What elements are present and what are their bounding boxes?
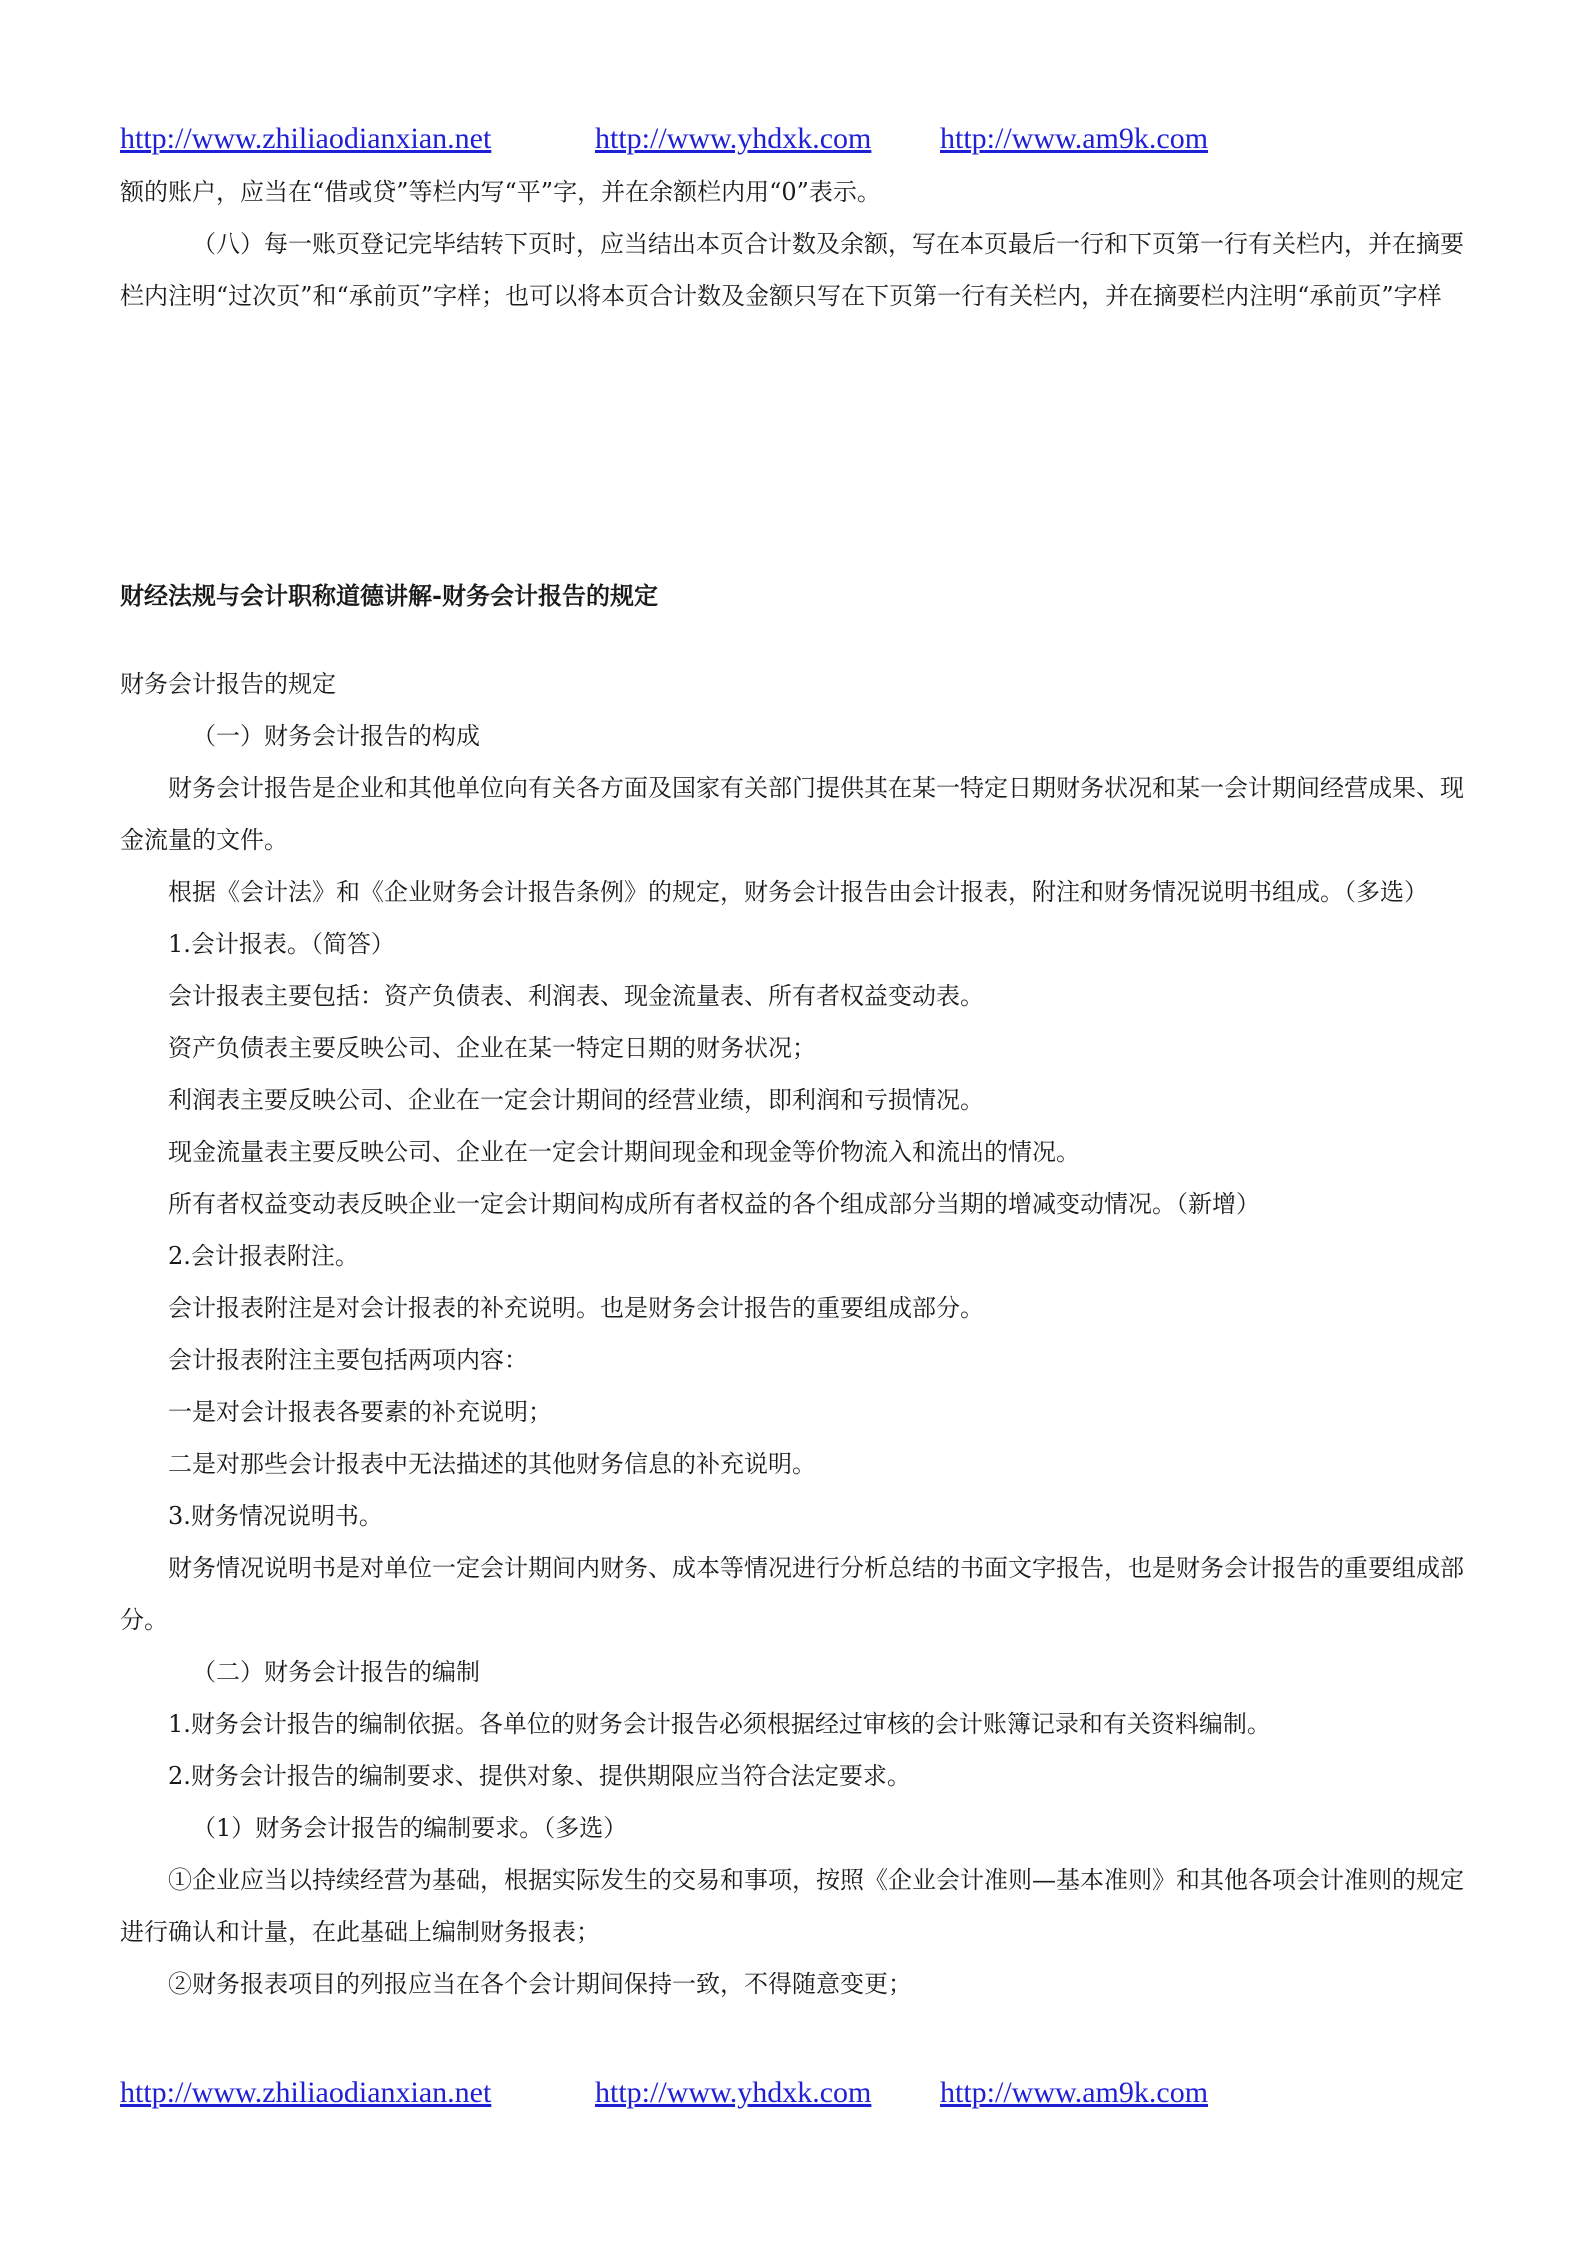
section-two-subpoint-1: （1）财务会计报告的编制要求。（多选） — [192, 1814, 628, 1842]
item-2-line-c: 一是对会计报表各要素的补充说明； — [168, 1398, 552, 1426]
continuation-line: 额的账户，应当在“借或贷”等栏内写“平”字，并在余额栏内用“0”表示。 — [120, 178, 881, 206]
item-1-line-e: 所有者权益变动表反映企业一定会计期间构成所有者权益的各个组成部分当期的增减变动情况。（新增） — [168, 1190, 1260, 1218]
requirement-1: ①企业应当以持续经营为基础，根据实际发生的交易和事项，按照《企业会计准则—基本准则》和其他各项会计准则的规定进行确认和计量，在此基础上编制财务报表； — [120, 1866, 1464, 1946]
article-subtitle: 财务会计报告的规定 — [120, 670, 336, 698]
item-1-line-b: 资产负债表主要反映公司、企业在某一特定日期的财务状况； — [168, 1034, 816, 1062]
article-body — [120, 658, 1480, 2010]
header-link-am9k[interactable]: http://www.am9k.com — [940, 122, 1209, 155]
footer-link-zhiliaodianxian[interactable]: http://www.zhiliaodianxian.net — [120, 2076, 492, 2109]
section-two-heading: （二）财务会计报告的编制 — [192, 1658, 480, 1686]
section-one-paragraph-2: 根据《会计法》和《企业财务会计报告条例》的规定，财务会计报告由会计报表，附注和财务情况说明书组成。（多选） — [168, 878, 1428, 906]
section-one-heading: （一）财务会计报告的构成 — [192, 722, 480, 750]
header-link-yhdxk[interactable]: http://www.yhdxk.com — [595, 122, 872, 155]
top-section — [120, 166, 1480, 322]
footer-link-am9k[interactable]: http://www.am9k.com — [940, 2076, 1209, 2109]
section-two-point-2: 2.财务会计报告的编制要求、提供对象、提供期限应当符合法定要求。 — [168, 1762, 911, 1790]
item-3-heading: 3.财务情况说明书。 — [168, 1502, 383, 1530]
item-2-line-a: 会计报表附注是对会计报表的补充说明。也是财务会计报告的重要组成部分。 — [168, 1294, 984, 1322]
item-1-heading: 1.会计报表。（简答） — [168, 930, 395, 958]
article-title: 财经法规与会计职称道德讲解-财务会计报告的规定 — [120, 581, 658, 610]
item-1-line-d: 现金流量表主要反映公司、企业在一定会计期间现金和现金等价物流入和流出的情况。 — [168, 1138, 1080, 1166]
header-links — [120, 122, 1480, 162]
item-1-line-c: 利润表主要反映公司、企业在一定会计期间的经营业绩，即利润和亏损情况。 — [168, 1086, 984, 1114]
footer-links — [120, 2076, 1480, 2116]
item-2-heading: 2.会计报表附注。 — [168, 1242, 359, 1270]
paragraph-eight: （八）每一账页登记完毕结转下页时，应当结出本页合计数及余额，写在本页最后一行和下页第一行有关栏内，并在摘要栏内注明“过次页”和“承前页”字样；也可以将本页合计数及金额只写在下页第一行有关栏内，并在摘要栏内注明“承前页”字样 — [120, 230, 1464, 310]
section-two-point-1: 1.财务会计报告的编制依据。各单位的财务会计报告必须根据经过审核的会计账簿记录和有关资料编制。 — [168, 1710, 1271, 1738]
requirement-2: ②财务报表项目的列报应当在各个会计期间保持一致，不得随意变更； — [168, 1970, 912, 1998]
item-1-line-a: 会计报表主要包括：资产负债表、利润表、现金流量表、所有者权益变动表。 — [168, 982, 984, 1010]
header-link-zhiliaodianxian[interactable]: http://www.zhiliaodianxian.net — [120, 122, 492, 155]
item-2-line-d: 二是对那些会计报表中无法描述的其他财务信息的补充说明。 — [168, 1450, 816, 1478]
footer-link-yhdxk[interactable]: http://www.yhdxk.com — [595, 2076, 872, 2109]
section-one-paragraph-1: 财务会计报告是企业和其他单位向有关各方面及国家有关部门提供其在某一特定日期财务状况和某一会计期间经营成果、现金流量的文件。 — [120, 774, 1464, 854]
item-2-line-b: 会计报表附注主要包括两项内容： — [168, 1346, 528, 1374]
item-3-line-a: 财务情况说明书是对单位一定会计期间内财务、成本等情况进行分析总结的书面文字报告，也是财务会计报告的重要组成部分。 — [120, 1554, 1464, 1634]
